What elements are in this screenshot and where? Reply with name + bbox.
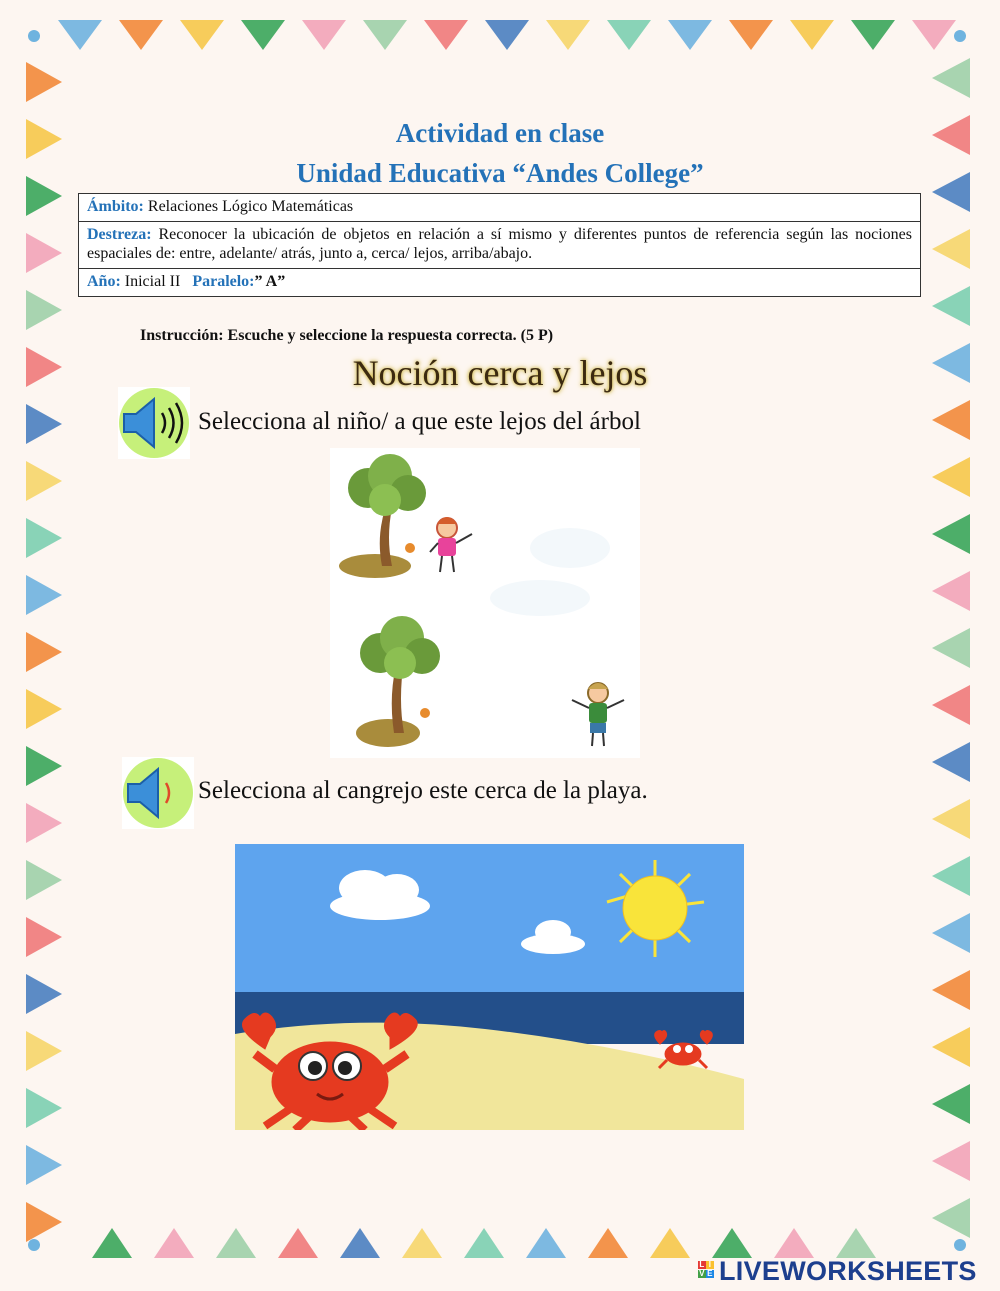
bunting-flag	[485, 20, 529, 50]
bunting-flag	[932, 685, 970, 725]
bunting-flag	[241, 20, 285, 50]
ambito-label: Ámbito:	[87, 198, 144, 215]
bunting-flag	[932, 286, 970, 326]
bunting-flag	[932, 571, 970, 611]
bunting-flag	[180, 20, 224, 50]
bunting-flag	[26, 689, 62, 729]
question-2-text: Selecciona al cangrejo este cerca de la playa.	[198, 777, 648, 804]
bunting-flag	[26, 632, 62, 672]
bunting-flag	[340, 1228, 380, 1258]
anio-row	[79, 269, 921, 297]
bunting-flag	[932, 1084, 970, 1124]
bunting-flag	[363, 20, 407, 50]
bunting-flag	[607, 20, 651, 50]
bunting-flag	[424, 20, 468, 50]
info-table	[78, 193, 921, 297]
ambito-row	[79, 194, 921, 222]
bunting-flag	[932, 856, 970, 896]
bunting-flag	[932, 913, 970, 953]
bunting-flag	[119, 20, 163, 50]
bunting-flag	[932, 400, 970, 440]
bunting-flag	[588, 1228, 628, 1258]
bunting-flag	[26, 518, 62, 558]
speaker-icon[interactable]	[118, 387, 190, 459]
speaker-icon[interactable]	[122, 757, 194, 829]
bunting-flag	[278, 1228, 318, 1258]
bunting-flag	[302, 20, 346, 50]
bunting-flag	[932, 1027, 970, 1067]
bunting-flag	[402, 1228, 442, 1258]
bunting-flag	[668, 20, 712, 50]
brand-name: LIVEWORKSHEETS	[719, 1256, 977, 1286]
bunting-flag	[26, 1145, 62, 1185]
bunting-flag	[26, 974, 62, 1014]
corner-dot	[28, 1239, 40, 1251]
bunting-flag	[774, 1228, 814, 1258]
bunting-flag	[216, 1228, 256, 1258]
ambito-value: Relaciones Lógico Matemáticas	[143, 198, 354, 215]
bunting-flag	[26, 575, 62, 615]
bunting-flag	[912, 20, 956, 50]
anio-value: Inicial II	[120, 273, 181, 290]
bunting-flag	[712, 1228, 752, 1258]
corner-dot	[954, 30, 966, 42]
bunting-flag	[932, 742, 970, 782]
anio-label: Año:	[87, 273, 121, 290]
section-heading: Noción cerca y lejos	[352, 353, 648, 393]
corner-dot	[28, 30, 40, 42]
bunting-flag	[26, 461, 62, 501]
bunting-flag	[26, 917, 62, 957]
bunting-flag	[650, 1228, 690, 1258]
bunting-flag	[26, 860, 62, 900]
destreza-row	[79, 222, 921, 269]
school-name: Unidad Educativa “Andes College”	[296, 158, 704, 188]
bunting-flag	[154, 1228, 194, 1258]
bunting-flag	[58, 20, 102, 50]
bunting-flag	[26, 404, 62, 444]
bunting-flag	[932, 799, 970, 839]
bunting-flag	[932, 229, 970, 269]
bunting-flag	[932, 628, 970, 668]
bunting-flag	[26, 62, 62, 102]
bunting-flag	[932, 970, 970, 1010]
liveworksheets-logo	[698, 1256, 977, 1287]
bunting-flag	[932, 514, 970, 554]
bunting-flag	[26, 1031, 62, 1071]
live-badge: L IV E	[699, 1260, 713, 1278]
bunting-flag	[92, 1228, 132, 1258]
destreza-label: Destreza:	[87, 226, 152, 243]
bunting-flag	[836, 1228, 876, 1258]
instruction-text: Instrucción: Escuche y seleccione la respuesta correcta. (5 P)	[140, 327, 554, 344]
page-title: Actividad en clase	[395, 118, 605, 148]
tree-distance-image	[330, 448, 640, 758]
bunting-flag	[932, 58, 970, 98]
bunting-flag	[26, 1202, 62, 1242]
bunting-flag	[26, 746, 62, 786]
bunting-flag	[729, 20, 773, 50]
bunting-flag	[546, 20, 590, 50]
bunting-flag	[932, 1198, 970, 1238]
bunting-flag	[790, 20, 834, 50]
corner-dot	[954, 1239, 966, 1251]
bunting-flag	[932, 457, 970, 497]
bunting-flag	[26, 290, 62, 330]
bunting-flag	[851, 20, 895, 50]
destreza-value: Reconocer la ubicación de objetos en relación a sí mismo y diferentes puntos de referencia según las nociones espaciales de: entre, adelante/ atrás, junto a, cerca/ lejos, arriba/abajo.	[87, 226, 912, 262]
bunting-flag	[26, 233, 62, 273]
bunting-flag	[26, 803, 62, 843]
bunting-flag	[526, 1228, 566, 1258]
bunting-flag	[932, 1141, 970, 1181]
paralelo-label: Paralelo:	[192, 273, 255, 290]
question-1-text: Selecciona al niño/ a que este lejos del árbol	[198, 408, 641, 435]
paralelo-value: ” A”	[254, 273, 286, 290]
bunting-flag	[26, 1088, 62, 1128]
bunting-flag	[464, 1228, 504, 1258]
beach-image	[235, 844, 744, 1130]
